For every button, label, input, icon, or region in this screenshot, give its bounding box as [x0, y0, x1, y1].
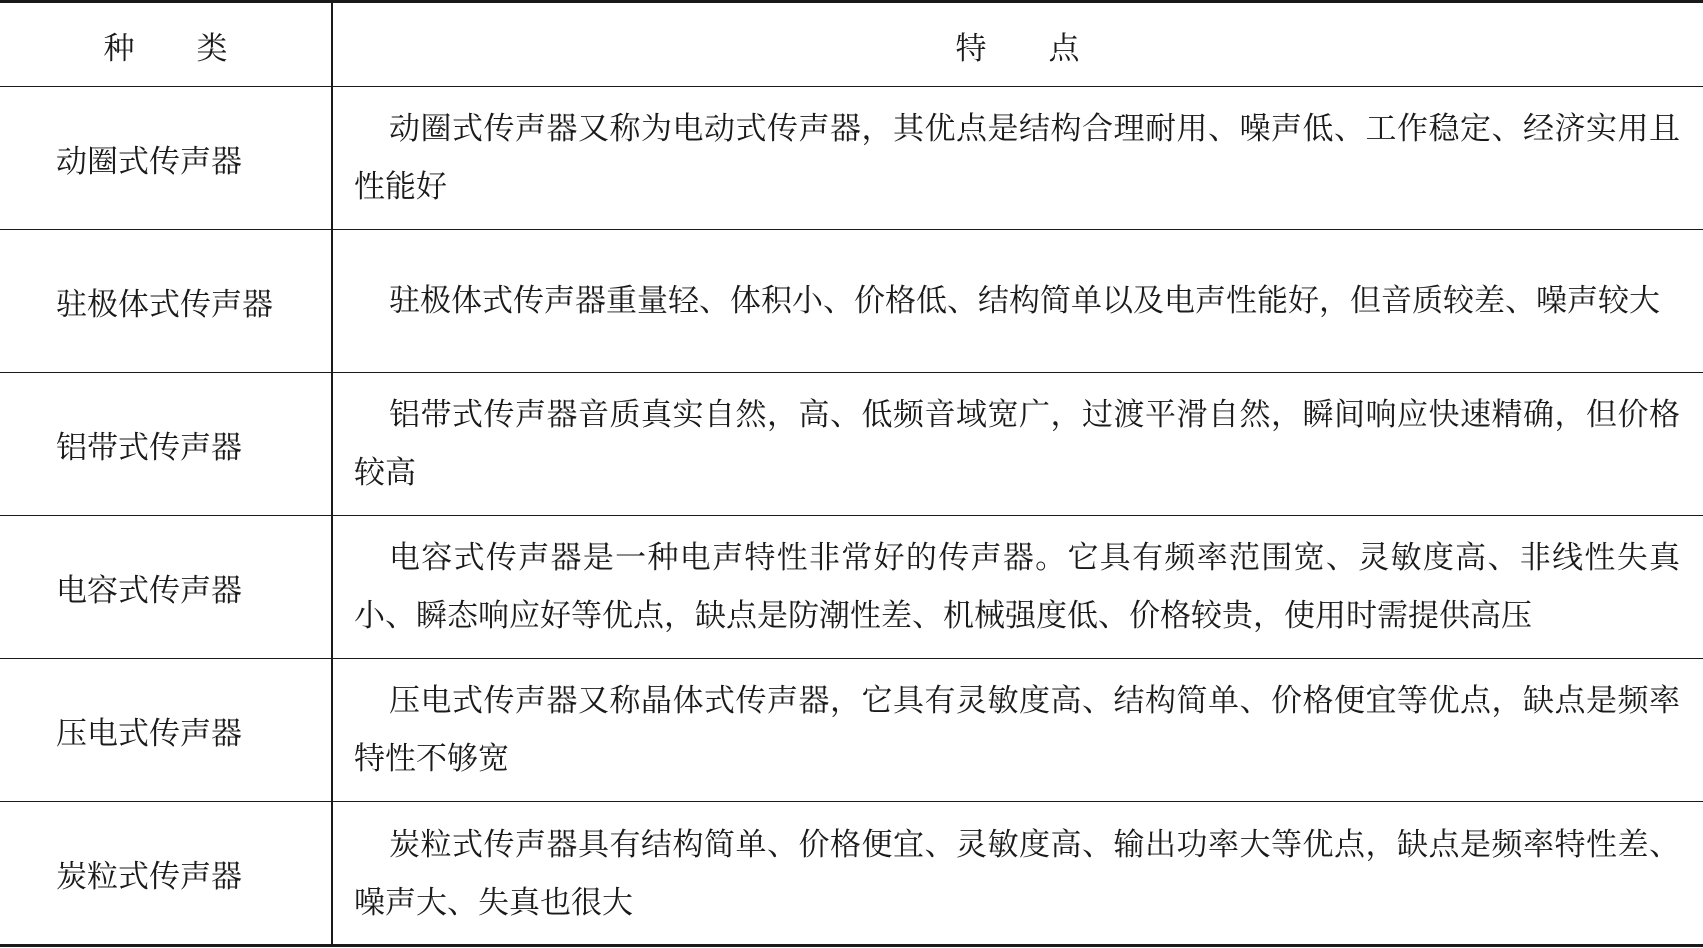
row-kind: 铝带式传声器 [56, 429, 242, 466]
table-row [0, 802, 1703, 945]
row-features: 铝带式传声器音质真实自然，高、低频音域宽广，过渡平滑自然，瞬间响应快速精确，但价格较高 [354, 397, 1680, 491]
row-features-cell [354, 373, 1680, 515]
row-features-cell [354, 802, 1680, 945]
row-kind: 驻极体式传声器 [56, 286, 273, 323]
row-features-cell [354, 87, 1680, 229]
table-row [0, 516, 1703, 659]
table-row [0, 230, 1703, 373]
row-kind: 电容式传声器 [56, 572, 242, 609]
table-header-row [0, 3, 1703, 87]
row-kind: 炭粒式传声器 [56, 859, 242, 895]
row-kind: 动圈式传声器 [56, 143, 242, 180]
row-features: 电容式传声器是一种电声特性非常好的传声器。它具有频率范围宽、灵敏度高、非线性失真小、瞬态响应好等优点，缺点是防潮性差、机械强度低、价格较贵，使用时需提供高压 [354, 540, 1680, 634]
row-features: 动圈式传声器又称为电动式传声器，其优点是结构合理耐用、噪声低、工作稳定、经济实用且性能好 [354, 111, 1680, 205]
row-features-cell [354, 659, 1680, 801]
table-row [0, 659, 1703, 802]
row-features: 压电式传声器又称晶体式传声器，它具有灵敏度高、结构简单、价格便宜等优点，缺点是频率特性不够宽 [354, 683, 1680, 777]
row-features: 驻极体式传声器重量轻、体积小、价格低、结构简单以及电声性能好，但音质较差、噪声较大 [389, 283, 1660, 319]
table-row [0, 373, 1703, 516]
row-features: 炭粒式传声器具有结构简单、价格便宜、灵敏度高、输出功率大等优点，缺点是频率特性差、噪声大、失真也很大 [354, 826, 1680, 921]
header-features: 特点 [955, 30, 1142, 67]
row-features-cell [354, 516, 1680, 658]
table-row [0, 87, 1703, 230]
row-features-cell [354, 230, 1680, 372]
row-kind: 压电式传声器 [56, 715, 242, 752]
header-kind: 种类 [103, 30, 290, 67]
column-divider [331, 3, 333, 944]
